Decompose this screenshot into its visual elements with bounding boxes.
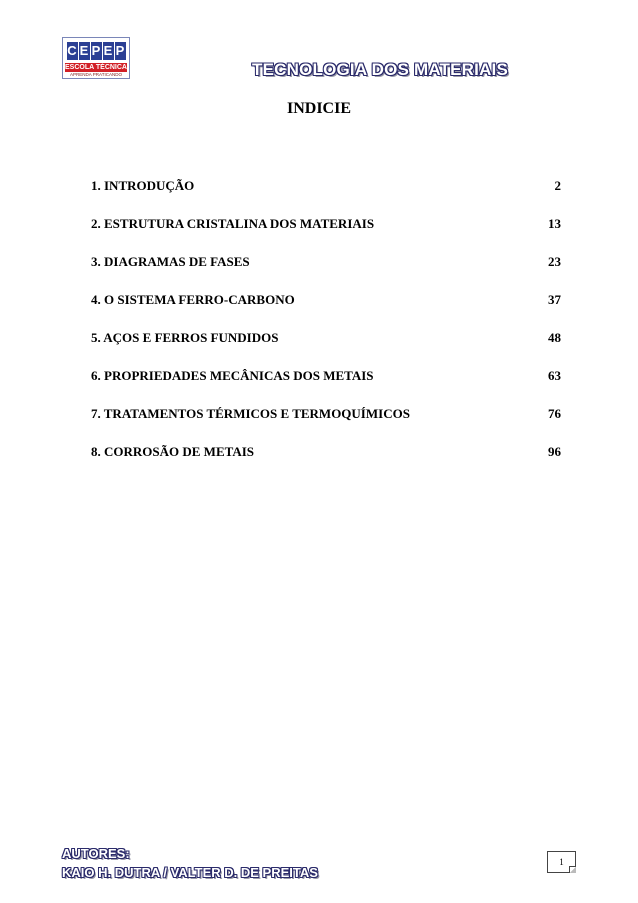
logo-letter: E: [79, 43, 89, 58]
toc-entry-page: 2: [554, 178, 561, 193]
toc-entry-page: 23: [548, 254, 561, 269]
toc-entry-label: 5. AÇOS E FERROS FUNDIDOS: [91, 330, 279, 345]
page-number-box: [547, 851, 576, 873]
toc-entry: [91, 444, 561, 482]
toc-entry-page: 48: [548, 330, 561, 345]
page-fold-icon: [569, 866, 576, 873]
toc-entry: [91, 368, 561, 406]
toc-entry-page: 13: [548, 216, 561, 231]
toc-entry-label: 6. PROPRIEDADES MECÂNICAS DOS METAIS: [91, 368, 374, 383]
logo-letter: P: [91, 43, 101, 58]
logo-letters: [65, 40, 127, 62]
toc-entry-page: 96: [548, 444, 561, 459]
footer-authors: [62, 844, 318, 882]
toc-entry-page: 37: [548, 292, 561, 307]
logo-subtitle: APRENDA PRATICANDO: [70, 72, 122, 77]
toc-entry: [91, 254, 561, 292]
document-title: TECNOLOGIA DOS MATERIAIS: [252, 60, 509, 79]
toc-entry-label: 8. CORROSÃO DE METAIS: [91, 444, 255, 459]
authors-label: AUTORES:: [62, 846, 130, 861]
toc-entry-label: 4. O SISTEMA FERRO-CARBONO: [91, 292, 295, 307]
toc-entry-page: 76: [548, 406, 561, 421]
logo-letter: P: [115, 43, 125, 58]
toc-entry: [91, 406, 561, 444]
logo-letter: C: [67, 43, 77, 58]
logo-band: ESCOLA TÉCNICA: [65, 64, 127, 71]
toc-entry: [91, 292, 561, 330]
toc-entry-label: 7. TRATAMENTOS TÉRMICOS E TERMOQUÍMICOS: [91, 406, 410, 421]
cepep-logo: [62, 37, 130, 79]
logo-letter: E: [103, 43, 113, 58]
toc-entry: [91, 330, 561, 368]
page-heading: INDICIE: [286, 100, 351, 117]
toc-entry: [91, 178, 561, 216]
authors-names: KAIO H. DUTRA / VALTER D. DE PREITAS: [62, 865, 318, 880]
toc-entry-page: 63: [548, 368, 561, 383]
table-of-contents: [91, 178, 561, 482]
toc-entry-label: 2. ESTRUTURA CRISTALINA DOS MATERIAIS: [91, 216, 375, 231]
page-number: 1: [559, 857, 564, 867]
toc-entry-label: 1. INTRODUÇÃO: [91, 178, 195, 193]
toc-entry-label: 3. DIAGRAMAS DE FASES: [91, 254, 250, 269]
toc-entry: [91, 216, 561, 254]
